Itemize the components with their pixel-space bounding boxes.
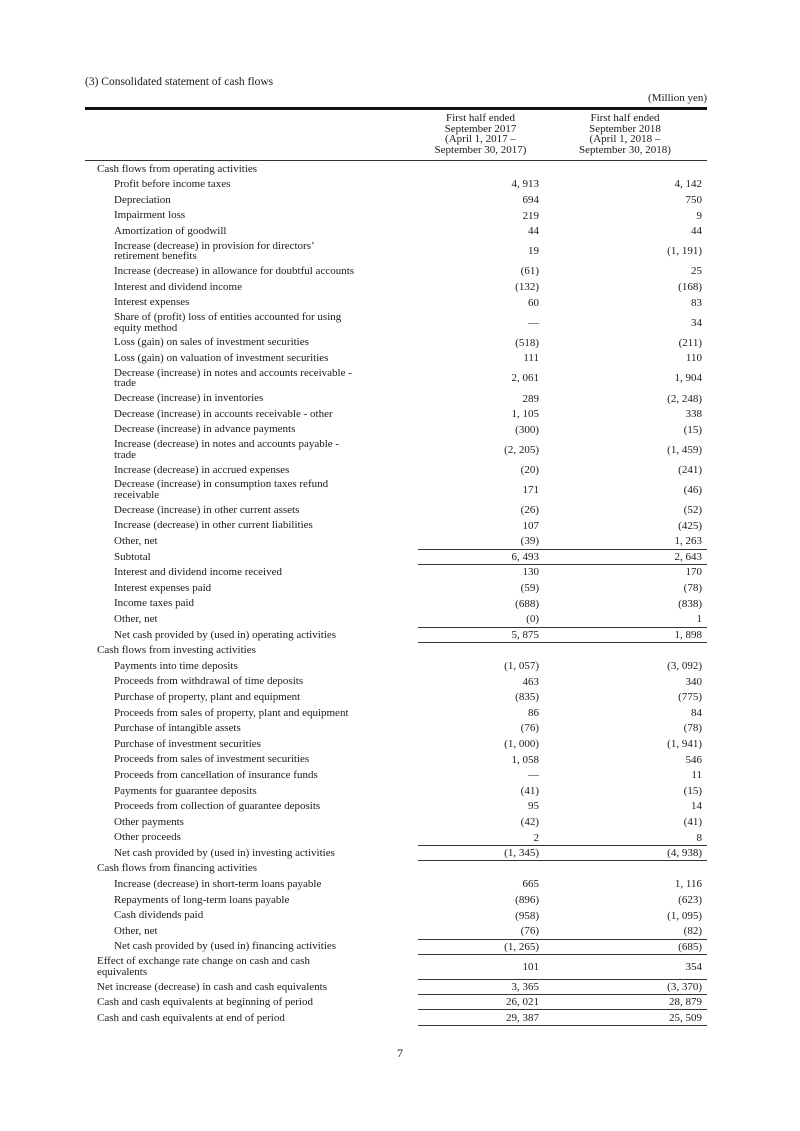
table-row [85,502,707,518]
value-2018: 11 [691,769,702,782]
value-2017: (132) [515,280,539,293]
row-values [418,721,707,737]
row-label: Interest expenses paid [114,581,212,594]
table-row [85,192,707,208]
row-label: Loss (gain) on valuation of investment securities [114,352,329,365]
value-2017: 101 [522,960,539,973]
row-values [418,767,707,783]
section-header-row [85,643,707,659]
value-2017: — [528,769,539,782]
row-values [418,845,707,861]
row-values [418,335,707,351]
value-2018: (838) [678,597,702,610]
row-values [418,279,707,295]
value-2018: (1, 941) [667,737,702,750]
table-row [85,177,707,193]
value-2017: 6, 493 [511,550,539,563]
table-row [85,814,707,830]
row-values [418,422,707,438]
value-2017: (1, 057) [504,660,539,673]
value-2017: (688) [515,597,539,610]
value-2017: (0) [526,613,539,626]
value-2018: 1, 904 [674,372,702,385]
table-row [85,518,707,534]
value-2017: (1, 265) [504,940,539,953]
row-values [418,239,707,264]
unit-label: (Million yen) [648,92,707,104]
value-2018: (3, 370) [667,980,702,993]
row-values [418,674,707,690]
total-row [85,939,707,955]
row-values [418,406,707,422]
value-2018: 1, 898 [674,628,702,641]
table-row [85,736,707,752]
row-label: Payments into time deposits [114,659,238,672]
value-2017: (1, 000) [504,737,539,750]
table-row [85,908,707,924]
row-values [418,223,707,239]
column-header-2017: First half ended September 2017 (April 1, 2017 – September 30, 2017) [434,112,527,156]
row-values [418,596,707,612]
value-2017: 86 [528,706,539,719]
value-2018: (425) [678,519,702,532]
row-label: Decrease (increase) in inventories [114,392,264,405]
table-row [85,366,707,391]
value-2018: 1, 263 [674,535,702,548]
table-row [85,565,707,581]
value-2018: 4, 142 [674,178,702,191]
row-values [418,939,707,955]
row-values [418,208,707,224]
value-2018: 546 [685,753,702,766]
table-row [85,208,707,224]
row-label: Increase (decrease) in provision for directors’ retirement benefits [114,239,315,263]
row-label: Interest and dividend income [114,280,242,293]
row-label: Cash flows from financing activities [97,862,258,875]
column-header-2018: First half ended September 2018 (April 1, 2018 – September 30, 2018) [579,112,671,156]
value-2017: 1, 058 [511,753,539,766]
value-2017: 19 [528,245,539,258]
total-row [85,549,707,565]
value-2018: 9 [696,209,702,222]
value-2018: (2, 248) [667,392,702,405]
row-label: Cash flows from investing activities [97,644,256,657]
page-number: 7 [397,1046,403,1060]
table-row [85,892,707,908]
row-label: Purchase of investment securities [114,737,261,750]
value-2018: (3, 092) [667,660,702,673]
row-values [418,177,707,193]
value-2018: (685) [678,940,702,953]
row-values [418,830,707,846]
value-2017: 26, 021 [506,995,539,1008]
row-label: Interest expenses [114,296,190,309]
value-2017: (2, 205) [504,443,539,456]
value-2017: 44 [528,225,539,238]
value-2017: 463 [522,675,539,688]
value-2018: (78) [683,722,702,735]
row-label: Purchase of property, plant and equipment [114,690,301,703]
table-row [85,923,707,939]
value-2018: (211) [678,336,702,349]
value-2017: 95 [528,800,539,813]
table-row [85,310,707,335]
table-row [85,955,707,980]
row-values [418,264,707,280]
statement-title: (3) Consolidated statement of cash flows [85,76,274,88]
value-2017: (896) [515,893,539,906]
value-2017: (20) [520,463,539,476]
value-2018: 1 [696,613,702,626]
row-values [418,310,707,335]
value-2017: (835) [515,691,539,704]
row-values [418,752,707,768]
value-2018: 338 [685,408,702,421]
row-label: Increase (decrease) in short-term loans payable [114,878,322,891]
table-row [85,239,707,264]
row-label: Depreciation [114,193,171,206]
table-row [85,438,707,463]
section-header-row [85,861,707,877]
section-header-row [85,161,707,177]
total-row [85,845,707,861]
table-row [85,533,707,549]
table-row [85,752,707,768]
value-2018: (1, 191) [667,245,702,258]
row-label: Income taxes paid [114,597,195,610]
row-label: Increase (decrease) in other current liabilities [114,519,313,532]
value-2018: (623) [678,893,702,906]
row-values [418,783,707,799]
table-row [85,596,707,612]
table-row [85,478,707,503]
value-2018: (78) [683,582,702,595]
row-label: Net cash provided by (used in) investing activities [114,846,335,859]
table-row [85,223,707,239]
table-row [85,674,707,690]
value-2017: (518) [515,336,539,349]
value-2017: 171 [522,483,539,496]
value-2018: 8 [696,831,702,844]
row-values [418,705,707,721]
row-label: Decrease (increase) in accounts receivable - other [114,407,333,420]
table-row [85,877,707,893]
value-2018: (52) [683,504,702,517]
row-values [418,438,707,463]
row-label: Other, net [114,612,158,625]
value-2017: 107 [522,519,539,532]
value-2017: 111 [523,352,539,365]
total-row [85,995,707,1011]
row-values [418,955,707,980]
value-2017: 2, 061 [511,372,539,385]
row-label: Purchase of intangible assets [114,722,241,735]
row-label: Proceeds from collection of guarantee deposits [114,800,321,813]
value-2018: 340 [685,675,702,688]
row-label: Cash and cash equivalents at end of period [97,1011,285,1024]
table-row [85,279,707,295]
table-row [85,658,707,674]
row-values [418,533,707,549]
row-label: Proceeds from withdrawal of time deposits [114,675,304,688]
value-2017: 130 [522,566,539,579]
row-values [418,502,707,518]
row-label: Decrease (increase) in other current assets [114,503,300,516]
value-2018: 44 [691,225,702,238]
value-2018: (15) [683,784,702,797]
row-values [418,295,707,311]
row-label: Cash dividends paid [114,909,204,922]
row-values [418,161,707,177]
value-2017: (26) [520,504,539,517]
value-2018: 84 [691,706,702,719]
value-2017: 4, 913 [511,178,539,191]
value-2018: (1, 095) [667,909,702,922]
row-values [418,861,707,877]
row-label: Loss (gain) on sales of investment securities [114,336,309,349]
table-row [85,830,707,846]
row-values [418,814,707,830]
row-label: Profit before income taxes [114,178,231,191]
row-label: Other, net [114,535,158,548]
row-values [418,736,707,752]
value-2017: (39) [520,535,539,548]
value-2018: (15) [683,423,702,436]
row-label: Subtotal [114,550,151,563]
value-2018: 28, 879 [669,995,702,1008]
row-label: Decrease (increase) in notes and accounts receivable - trade [114,366,352,390]
table-row [85,689,707,705]
value-2018: 34 [691,316,702,329]
value-2018: (46) [683,483,702,496]
row-label: Interest and dividend income received [114,566,282,579]
value-2018: 750 [685,193,702,206]
row-label: Increase (decrease) in notes and accounts payable - trade [114,438,340,461]
row-values [418,908,707,924]
total-row [85,1010,707,1026]
table-row [85,406,707,422]
table-row [85,611,707,627]
row-label: Net increase (decrease) in cash and cash equivalents [97,980,327,993]
value-2018: (4, 938) [667,847,702,860]
row-values [418,923,707,939]
table-row [85,580,707,596]
value-2018: 83 [691,296,702,309]
row-label: Payments for guarantee deposits [114,784,257,797]
row-values [418,580,707,596]
row-label: Decrease (increase) in advance payments [114,423,296,436]
row-values [418,478,707,503]
table-header [85,110,707,161]
value-2017: 694 [522,193,539,206]
table-row [85,295,707,311]
total-row [85,627,707,643]
row-values [418,565,707,581]
row-values [418,391,707,407]
row-label: Cash and cash equivalents at beginning of period [97,996,313,1009]
row-label: Cash flows from operating activities [97,162,258,175]
row-values [418,689,707,705]
value-2018: (82) [683,925,702,938]
value-2018: 2, 643 [674,550,702,563]
value-2017: (61) [520,265,539,278]
value-2017: (958) [515,909,539,922]
table-row [85,767,707,783]
row-values [418,1010,707,1026]
table-row [85,799,707,815]
row-label: Other payments [114,815,184,828]
row-values [418,892,707,908]
row-values [418,627,707,643]
value-2018: 170 [685,566,702,579]
value-2017: 665 [522,878,539,891]
row-label: Amortization of goodwill [114,224,227,237]
row-values [418,351,707,367]
value-2017: (1, 345) [504,847,539,860]
table-row [85,391,707,407]
header-label-cell [85,110,418,160]
row-label: Other proceeds [114,831,181,844]
value-2017: (59) [520,582,539,595]
table-row [85,422,707,438]
row-label: Proceeds from sales of investment securities [114,753,310,766]
value-2017: (42) [520,815,539,828]
table-row [85,783,707,799]
value-2017: 2 [533,831,539,844]
value-2018: 1, 116 [674,878,702,891]
table-row [85,721,707,737]
table-row [85,351,707,367]
row-values [418,877,707,893]
row-label: Proceeds from cancellation of insurance funds [114,768,318,781]
value-2017: (76) [520,925,539,938]
row-label: Repayments of long-term loans payable [114,893,290,906]
row-label: Net cash provided by (used in) operating activities [114,628,337,641]
table-body [85,161,707,1026]
value-2017: (76) [520,722,539,735]
row-label: Proceeds from sales of property, plant and equipment [114,706,349,719]
value-2017: 29, 387 [506,1011,539,1024]
row-values [418,549,707,565]
row-values [418,518,707,534]
row-label: Impairment loss [114,209,186,222]
value-2017: 289 [522,392,539,405]
row-values [418,979,707,995]
value-2017: — [528,316,539,329]
value-2017: 3, 365 [511,980,539,993]
value-2018: 25, 509 [669,1011,702,1024]
value-2017: 60 [528,296,539,309]
value-2018: 25 [691,265,702,278]
row-label: Increase (decrease) in allowance for doubtful accounts [114,265,355,278]
table-row [85,335,707,351]
value-2018: (168) [678,280,702,293]
value-2017: 1, 105 [511,408,539,421]
value-2017: (41) [520,784,539,797]
row-label: Decrease (increase) in consumption taxes refund receivable [114,478,329,501]
total-row [85,979,707,995]
value-2018: (41) [683,815,702,828]
row-values [418,366,707,391]
value-2017: 5, 875 [511,628,539,641]
row-label: Increase (decrease) in accrued expenses [114,463,290,476]
value-2018: (1, 459) [667,443,702,456]
row-values [418,192,707,208]
cash-flow-table [85,107,707,1026]
table-row [85,705,707,721]
row-values [418,658,707,674]
value-2018: 14 [691,800,702,813]
value-2018: 110 [685,352,702,365]
row-label: Effect of exchange rate change on cash and cash equivalents [97,955,310,978]
row-values [418,462,707,478]
row-values [418,643,707,659]
row-label: Share of (profit) loss of entities accounted for using equity method [114,311,342,334]
row-values [418,799,707,815]
value-2018: 354 [685,960,702,973]
table-row [85,264,707,280]
value-2018: (775) [678,691,702,704]
row-values [418,995,707,1011]
value-2017: (300) [515,423,539,436]
table-row [85,462,707,478]
value-2017: 219 [522,209,539,222]
row-label: Other, net [114,924,158,937]
row-label: Net cash provided by (used in) financing activities [114,940,337,953]
row-values [418,611,707,627]
value-2018: (241) [678,463,702,476]
